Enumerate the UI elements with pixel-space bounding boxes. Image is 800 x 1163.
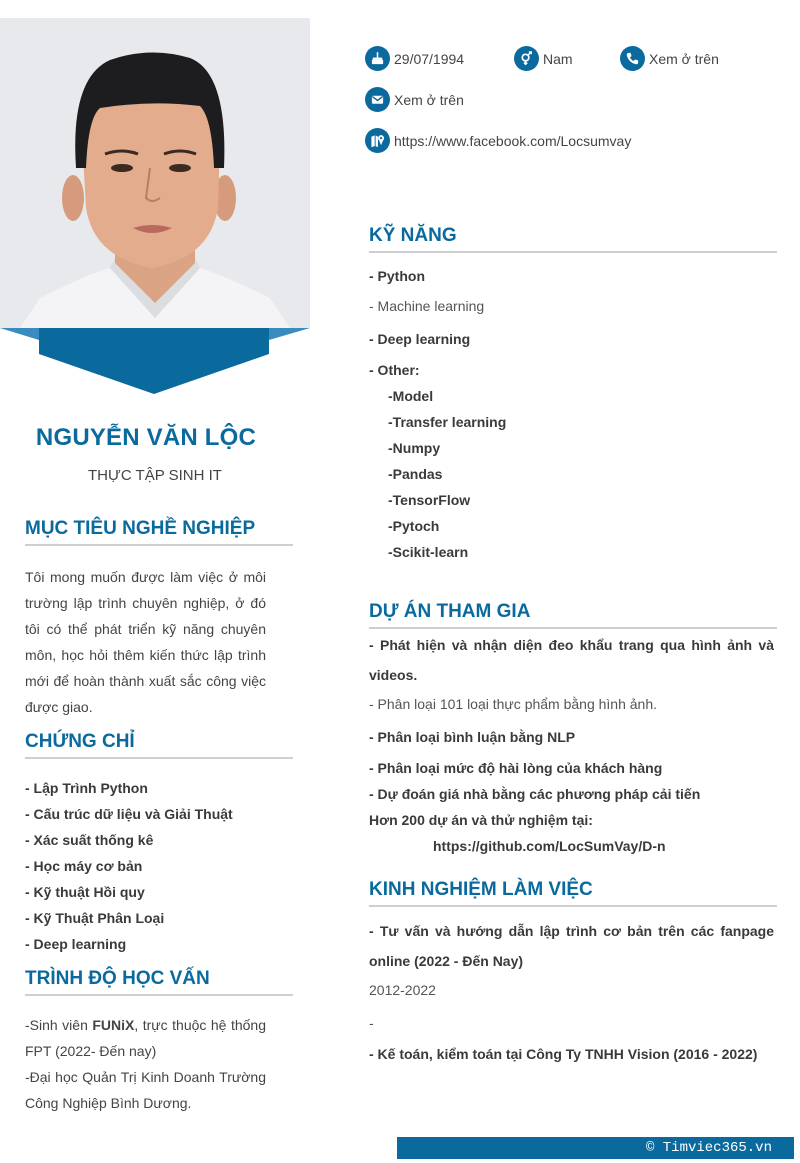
certificates-title: CHỨNG CHỈ xyxy=(25,731,293,759)
experience-item: - Tư vấn và hướng dẫn lập trình cơ bản trên các fanpage online (2022 - Đến Nay) xyxy=(369,923,774,969)
experience-period: 2012-2022 xyxy=(369,982,436,998)
skill-item: - Deep learning xyxy=(369,331,471,347)
education-text xyxy=(25,1012,266,1116)
project-item: - Phát hiện và nhận diện đeo khẩu trang qua hình ảnh và videos. xyxy=(369,637,774,683)
email-value: Xem ở trên xyxy=(394,91,464,108)
contact-email xyxy=(365,87,464,112)
certificate-item: - Kỹ Thuật Phân Loại xyxy=(25,910,165,926)
skill-other-item: -Transfer learning xyxy=(388,414,507,430)
education-line2: -Đại học Quản Trị Kinh Doanh Trường Công Nghiệp Bình Dương. xyxy=(25,1069,266,1111)
education-line1-prefix: -Sinh viên xyxy=(25,1017,93,1033)
map-pin-icon xyxy=(365,128,390,153)
education-school-name: FUNiX xyxy=(92,1017,135,1033)
address-value[interactable]: https://www.facebook.com/Locsumvay xyxy=(394,132,632,149)
education-line1-suffix: , trực thuộc hệ thống FPT (2022- Đến nay) xyxy=(25,1017,266,1059)
objective-text: Tôi mong muốn được làm việc ở môi trường lập trình chuyên nghiệp, ở đó tôi có thể phát triển kỹ năng chuyên môn, học hỏi thêm kiến thức lập trình mới để hoàn thành xuất sắc công việc được giao. xyxy=(25,569,266,715)
project-item: - Phân loại bình luận bằng NLP xyxy=(369,729,576,745)
project-item: - Phân loại mức độ hài lòng của khách hàng xyxy=(369,760,663,776)
project-item: - Dự đoán giá nhà bằng các phương pháp cải tiến xyxy=(369,786,701,802)
education-title: TRÌNH ĐỘ HỌC VẤN xyxy=(25,968,293,996)
photo-ribbon xyxy=(0,328,310,398)
skill-item: - Other: xyxy=(369,362,420,378)
gender-value: Nam xyxy=(543,50,573,67)
certificate-item: - Deep learning xyxy=(25,936,127,952)
skills-other-list xyxy=(388,383,506,565)
skill-item: - Python xyxy=(369,268,425,284)
skill-other-item: -Pytoch xyxy=(388,518,440,534)
skill-other-item: -TensorFlow xyxy=(388,492,471,508)
experience-item: - Kế toán, kiểm toán tại Công Ty TNHH Vision (2016 - 2022) xyxy=(369,1046,758,1062)
github-link[interactable]: https://github.com/LocSumVay/D-n xyxy=(433,838,666,854)
email-icon xyxy=(365,87,390,112)
contact-gender xyxy=(514,46,573,71)
skill-other-item: -Scikit-learn xyxy=(388,544,469,560)
certificate-item: - Xác suất thống kê xyxy=(25,832,154,848)
contact-address xyxy=(365,128,631,153)
certificate-item: - Kỹ thuật Hồi quy xyxy=(25,884,145,900)
job-title: THỰC TẬP SINH IT xyxy=(88,467,222,484)
birthday-value: 29/07/1994 xyxy=(394,50,465,67)
certificates-list xyxy=(25,775,233,957)
experience-title: KINH NGHIỆM LÀM VIỆC xyxy=(369,879,777,907)
certificate-item: - Học máy cơ bản xyxy=(25,858,143,874)
skills-title: KỸ NĂNG xyxy=(369,225,777,253)
skill-other-item: -Model xyxy=(388,388,434,404)
avatar-illustration xyxy=(0,18,310,328)
skill-other-item: -Pandas xyxy=(388,466,443,482)
project-item: - Phân loại 101 loại thực phẩm bằng hình ảnh. xyxy=(369,696,658,712)
profile-photo xyxy=(0,18,310,328)
contact-birthday xyxy=(365,46,464,71)
objective-title: MỤC TIÊU NGHỀ NGHIỆP xyxy=(25,518,293,546)
candidate-name: NGUYỄN VĂN LỘC xyxy=(35,424,257,451)
contact-phone xyxy=(620,46,719,71)
footer-copyright: © Timviec365.vn xyxy=(397,1137,794,1159)
phone-value: Xem ở trên xyxy=(649,50,719,67)
experience-separator: - xyxy=(369,1015,374,1031)
certificate-item: - Cấu trúc dữ liệu và Giải Thuật xyxy=(25,806,233,822)
phone-icon xyxy=(620,46,645,71)
skill-item: - Machine learning xyxy=(369,298,485,314)
certificate-item: - Lập Trình Python xyxy=(25,780,148,796)
gender-icon xyxy=(514,46,539,71)
projects-title: DỰ ÁN THAM GIA xyxy=(369,601,777,629)
skill-other-item: -Numpy xyxy=(388,440,441,456)
birthday-cake-icon xyxy=(365,46,390,71)
projects-more-text: Hơn 200 dự án và thử nghiệm tại: xyxy=(369,812,593,828)
